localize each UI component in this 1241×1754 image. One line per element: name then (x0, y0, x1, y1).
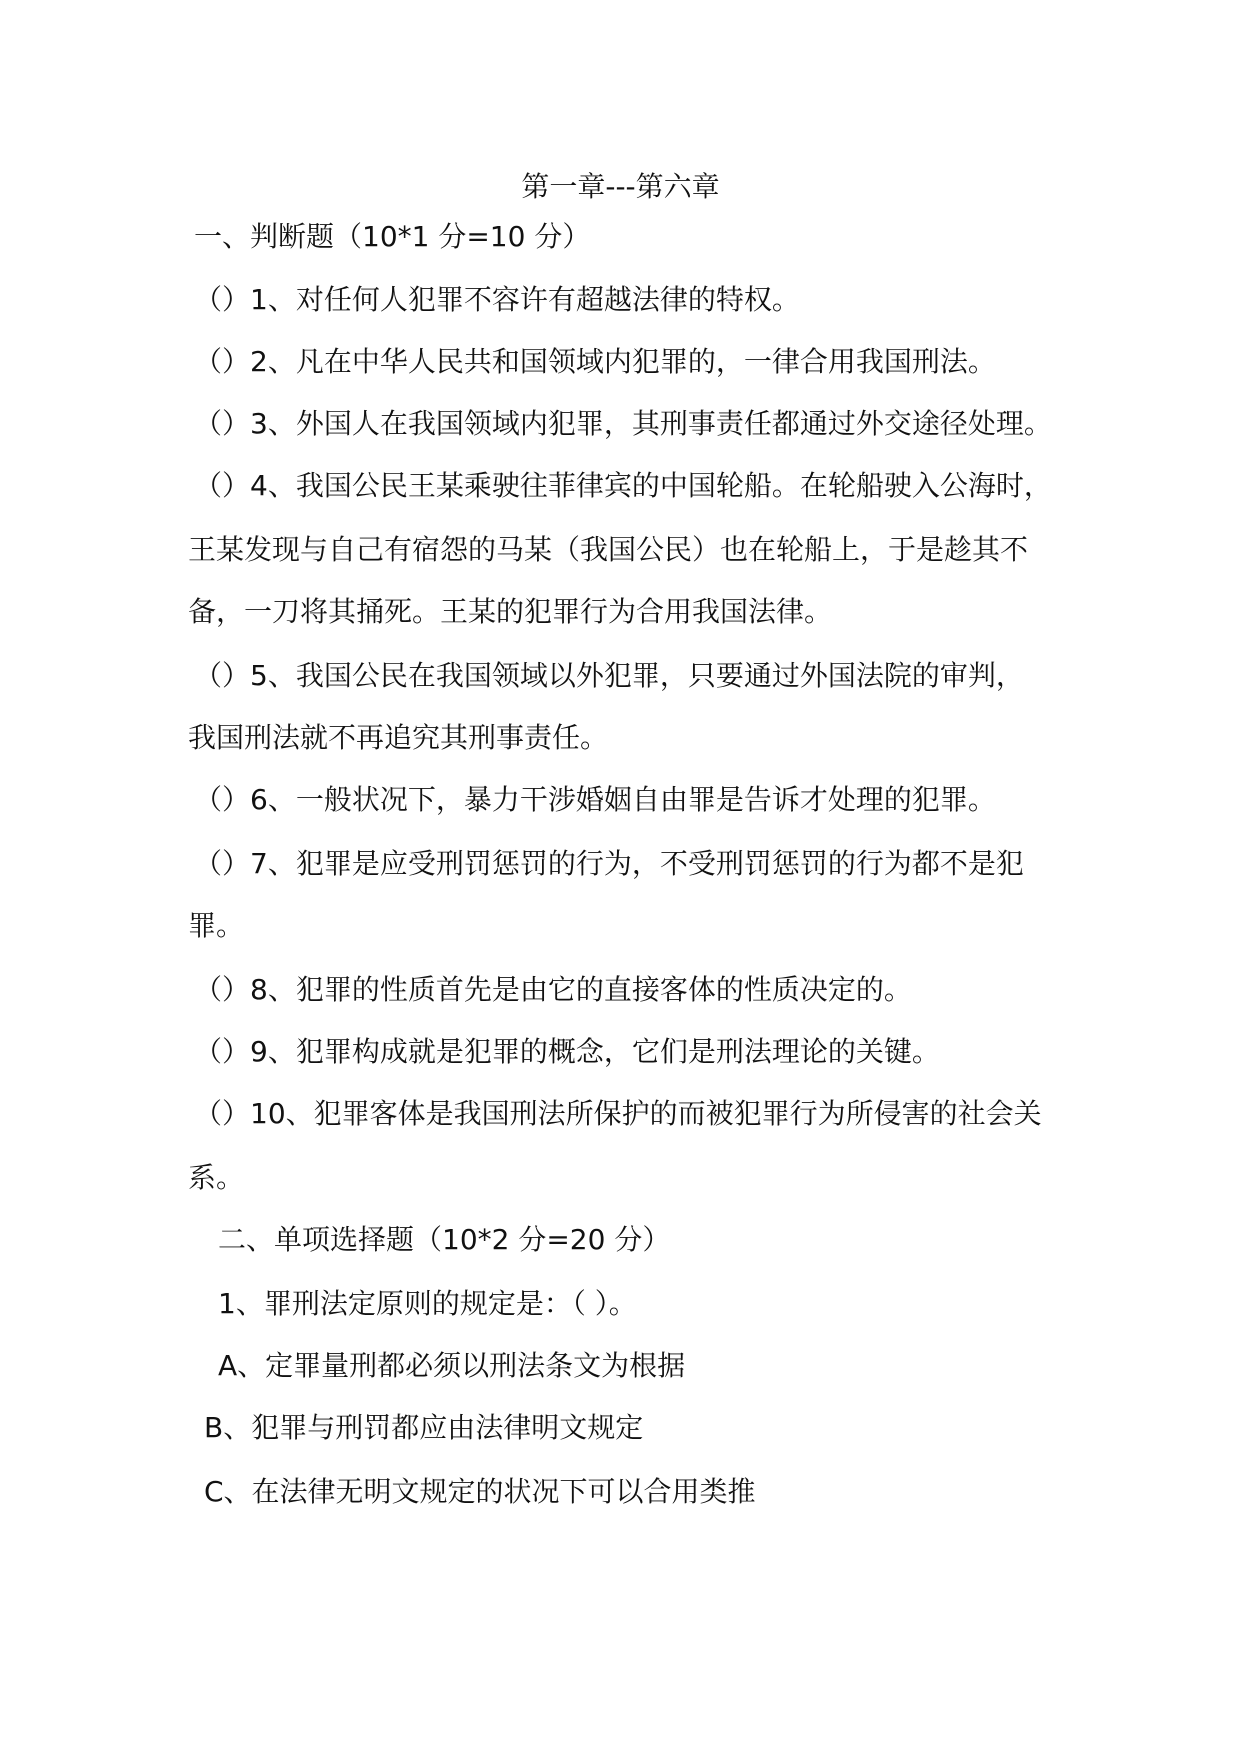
tf-question-1: （）1、对任何人犯罪不容许有超越法律的特权。 (194, 283, 800, 316)
tf-question-6: （）6、一般状况下，暴力干涉婚姻自由罪是告诉才处理的犯罪。 (194, 783, 996, 816)
choice-option-c: C、在法律无明文规定的状况下可以合用类推 (204, 1475, 756, 1508)
tf-question-10-cont: 系。 (188, 1161, 245, 1194)
tf-question-4-cont-2: 备，一刀将其捅死。王某的犯罪行为合用我国法律。 (188, 595, 833, 628)
section-heading-single-choice: 二、单项选择题（10*2 分=20 分） (218, 1223, 671, 1256)
choice-question-1: 1、罪刑法定原则的规定是：（ ）。 (218, 1287, 637, 1320)
tf-question-2: （）2、凡在中华人民共和国领域内犯罪的，一律合用我国刑法。 (194, 345, 996, 378)
tf-question-8: （）8、犯罪的性质首先是由它的直接客体的性质决定的。 (194, 973, 912, 1006)
tf-question-3: （）3、外国人在我国领域内犯罪，其刑事责任都通过外交途径处理。 (194, 407, 1052, 440)
tf-question-7: （）7、犯罪是应受刑罚惩罚的行为，不受刑罚惩罚的行为都不是犯 (194, 847, 1024, 880)
page-title: 第一章---第六章 (521, 170, 720, 203)
tf-question-7-cont: 罪。 (188, 909, 245, 942)
tf-question-4-cont-1: 王某发现与自己有宿怨的马某（我国公民）也在轮船上，于是趁其不 (188, 533, 1029, 566)
choice-option-b: B、犯罪与刑罚都应由法律明文规定 (204, 1411, 644, 1444)
tf-question-9: （）9、犯罪构成就是犯罪的概念，它们是刑法理论的关键。 (194, 1035, 940, 1068)
tf-question-10: （）10、犯罪客体是我国刑法所保护的而被犯罪行为所侵害的社会关 (194, 1097, 1042, 1130)
choice-option-a: A、定罪量刑都必须以刑法条文为根据 (218, 1349, 686, 1382)
tf-question-4: （）4、我国公民王某乘驶往菲律宾的中国轮船。在轮船驶入公海时， (194, 469, 1052, 502)
section-heading-true-false: 一、判断题（10*1 分=10 分） (194, 220, 591, 253)
tf-question-5: （）5、我国公民在我国领域以外犯罪，只要通过外国法院的审判， (194, 659, 1024, 692)
tf-question-5-cont: 我国刑法就不再追究其刑事责任。 (188, 721, 609, 754)
